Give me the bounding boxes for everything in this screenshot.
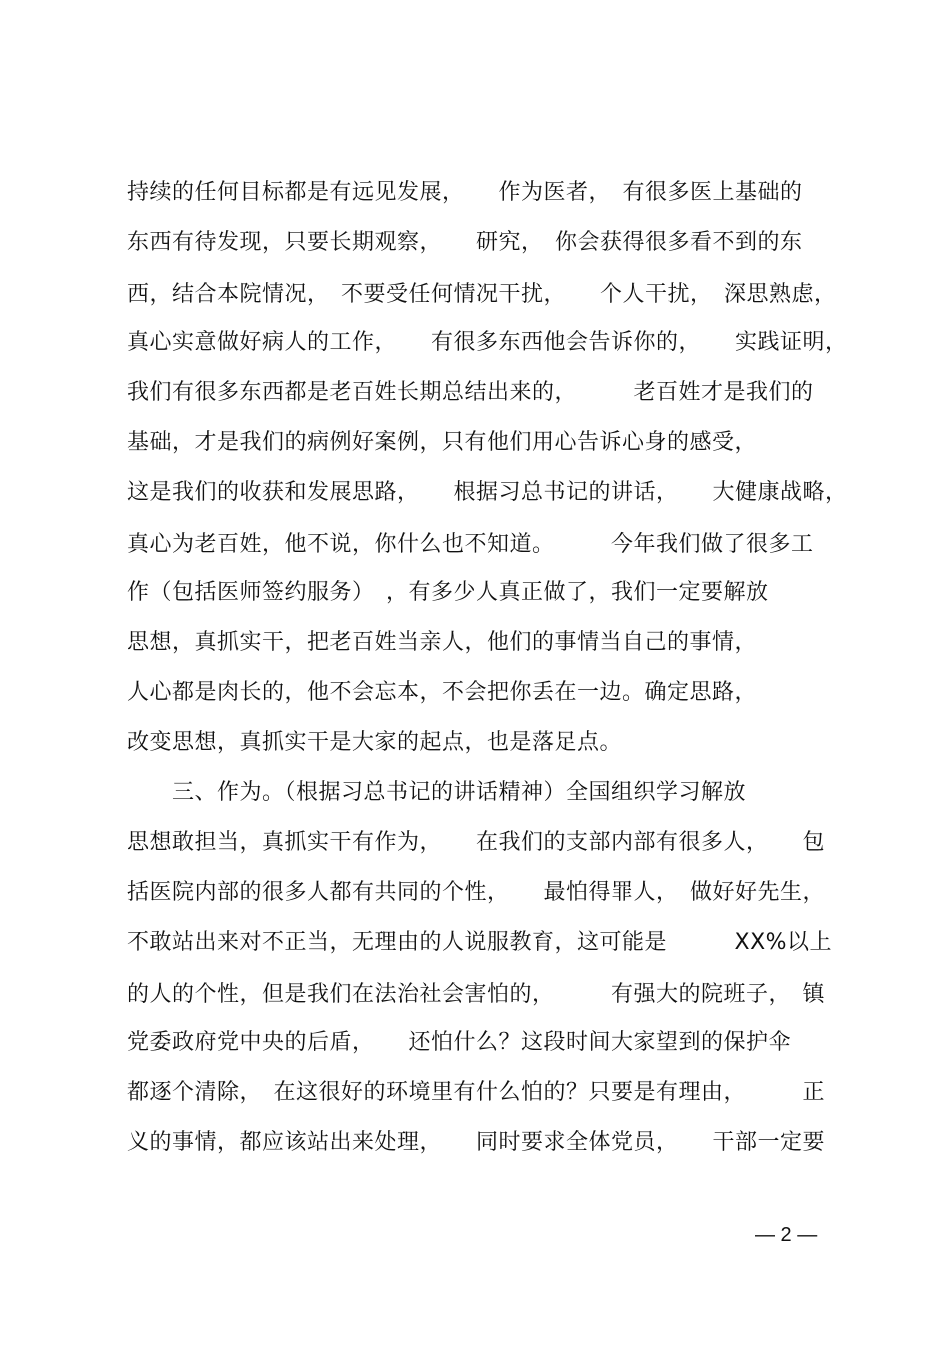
text-line: 义的事情，都应该站出来处理， 同时要求全体党员， 干部一定要 [127, 1130, 826, 1155]
text-line: 思想，真抓实干，把老百姓当亲人，他们的事情当自己的事情， [127, 630, 758, 655]
text-line: 党委政府党中央的后盾， 还怕什么？这段时间大家望到的保护伞 [127, 1030, 792, 1055]
text-line: 持续的任何目标都是有远见发展， 作为医者， 有很多医上基础的 [127, 180, 803, 205]
text-line: 西，结合本院情况， 不要受任何情况干扰， 个人干扰， 深思熟虑， [127, 282, 837, 307]
text-line: 真心为老百姓，他不说，你什么也不知道。 今年我们做了很多工 [127, 532, 814, 557]
text-line: 思想敢担当，真抓实干有作为， 在我们的支部内部有很多人， 包 [127, 830, 826, 855]
text-line: 不敢站出来对不正当，无理由的人说服教育，这可能是 XX%以上 [127, 930, 833, 955]
text-line: 作（包括医师签约服务） ，有多少人真正做了，我们一定要解放 [127, 580, 769, 605]
text-line: 改变思想，真抓实干是大家的起点，也是落足点。 [127, 730, 623, 755]
text-line: 这是我们的收获和发展思路， 根据习总书记的讲话， 大健康战略， [127, 480, 848, 505]
text-line: 我们有很多东西都是老百姓长期总结出来的， 老百姓才是我们的 [127, 380, 814, 405]
text-line: 真心实意做好病人的工作， 有很多东西他会告诉你的， 实践证明， [127, 330, 848, 355]
text-line: 三、作为。（根据习总书记的讲话精神）全国组织学习解放 [127, 780, 747, 805]
text-line: 人心都是肉长的，他不会忘本，不会把你丢在一边。确定思路， [127, 680, 758, 705]
page-number: — 2 — [755, 1224, 818, 1246]
text-line: 基础，才是我们的病例好案例，只有他们用心告诉心身的感受， [127, 430, 758, 455]
text-line: 的人的个性，但是我们在法治社会害怕的， 有强大的院班子， 镇 [127, 982, 826, 1007]
text-line: 东西有待发现，只要长期观察， 研究， 你会获得很多看不到的东 [127, 230, 803, 255]
text-line: 都逐个清除， 在这很好的环境里有什么怕的？只要是有理由， 正 [127, 1080, 826, 1105]
text-line: 括医院内部的很多人都有共同的个性， 最怕得罪人， 做好好先生， [127, 880, 826, 905]
